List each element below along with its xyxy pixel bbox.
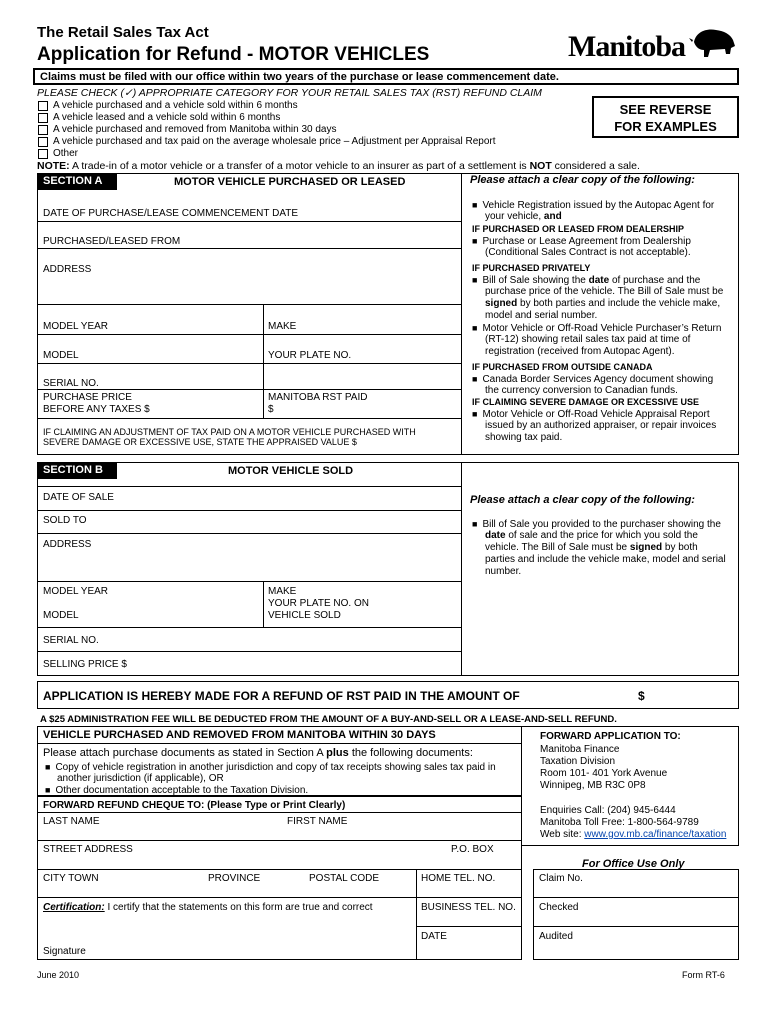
plate-a-label: YOUR PLATE NO. [268, 350, 352, 361]
form-title: Application for Refund - MOTOR VEHICLES [37, 44, 430, 65]
make-b-label: MAKE [268, 586, 297, 597]
forward-app-line-3: Room 101- 401 York Avenue [540, 768, 668, 779]
attach-a-line-5a: Bill of Sale showing the [482, 275, 586, 286]
attach-b-line-2a: date [485, 530, 506, 541]
admin-fee-notice: A $25 ADMINISTRATION FEE WILL BE DEDUCTED FROM THE AMOUNT OF A BUY-AND-SELL OR A LEASE-AND-SELL REFUND. [40, 714, 617, 725]
address-b-label: ADDRESS [43, 539, 92, 550]
removed-title: VEHICLE PURCHASED AND REMOVED FROM MANITOBA WITHIN 30 DAYS [43, 729, 436, 741]
removed-line-3: another jurisdiction (if applicable), OR [57, 773, 224, 784]
model-a-label: MODEL [43, 350, 79, 361]
category-checkbox-5[interactable] [38, 149, 48, 159]
category-option-5: Other [53, 148, 79, 159]
attach-b-heading: Please attach a clear copy of the following: [470, 494, 695, 506]
date-of-sale-label: DATE OF SALE [43, 492, 114, 503]
model-year-a-label: MODEL YEAR [43, 321, 109, 332]
note-label: NOTE: [37, 160, 70, 172]
section-b-tab: SECTION B [37, 462, 117, 479]
removed-line-4: ■ Other documentation acceptable to the Taxation Division. [45, 784, 308, 797]
forward-app-line-2: Taxation Division [540, 756, 616, 767]
forward-app-line-4: Winnipeg, MB R3C 0P8 [540, 780, 646, 791]
purchase-price-label-1: PURCHASE PRICE [43, 392, 132, 403]
note-end: considered a sale. [554, 160, 640, 172]
attach-a-line-2a: your vehicle, [485, 211, 542, 222]
category-checkbox-2[interactable] [38, 113, 48, 123]
attach-a-line-13: the currency conversion to Canadian funds. [485, 385, 678, 396]
signature-label: Signature [43, 946, 86, 957]
certification-text: I certify that the statements on this form are true and correct [107, 902, 373, 913]
category-option-1: A vehicle purchased and a vehicle sold within 6 months [53, 100, 298, 111]
attach-b-line-3b: signed [629, 542, 663, 553]
removed-line-2: ■ Copy of vehicle registration in another jurisdiction and copy of tax receipts showing sales tax paid in [45, 761, 496, 774]
logo-text: Manitoba [568, 30, 686, 63]
sold-to-label: SOLD TO [43, 515, 87, 526]
manitoba-logo [568, 24, 738, 66]
attach-b-line-5: number. [485, 566, 522, 577]
attach-b-line-2 [485, 530, 698, 542]
attach-a-heading: Please attach a clear copy of the following: [470, 174, 695, 186]
attach-a-private-heading: IF PURCHASED PRIVATELY [472, 263, 591, 273]
plate-b-label-1: YOUR PLATE NO. ON [268, 598, 369, 609]
date-label: DATE [421, 931, 447, 942]
attach-a-line-4: (Conditional Sales Contract is not acceptable). [485, 247, 691, 258]
bison-icon [688, 24, 738, 64]
removed-line-1b: plus [326, 747, 349, 759]
attach-a-line-16: showing tax paid. [485, 432, 563, 443]
address-a-field[interactable] [90, 250, 460, 302]
home-tel-label: HOME TEL. NO. [421, 873, 496, 884]
attach-b-line-2b: of sale and the price for which you sold the [508, 530, 698, 541]
removed-line-1 [43, 747, 473, 759]
rst-paid-label-2: $ [268, 404, 274, 415]
see-reverse-box [592, 96, 739, 138]
postal-code-label: POSTAL CODE [309, 873, 380, 884]
note [37, 160, 640, 172]
first-name-label: FIRST NAME [287, 816, 348, 827]
attach-a-line-9: ■ Motor Vehicle or Off-Road Vehicle Purchaser’s Return [472, 322, 721, 335]
certification [43, 902, 373, 914]
attach-a-line-5c: of purchase and the [611, 275, 701, 286]
refund-amount-box [37, 681, 739, 709]
model-b-label: MODEL [43, 610, 79, 621]
attach-a-line-2b: and [543, 211, 562, 222]
section-b-title: MOTOR VEHICLE SOLD [228, 465, 354, 477]
website-link[interactable]: www.gov.mb.ca/finance/taxation [584, 829, 727, 840]
audited-label: Audited [539, 931, 573, 942]
category-checkbox-3[interactable] [38, 125, 48, 135]
forward-app-line-5: Enquiries Call: (204) 945-6444 [540, 805, 676, 816]
category-option-2: A vehicle leased and a vehicle sold within 6 months [53, 112, 281, 123]
attach-a-line-1: ■ Vehicle Registration issued by the Autopac Agent for [472, 199, 714, 212]
cheque-heading: FORWARD REFUND CHEQUE TO: (Please Type or Print Clearly) [43, 800, 346, 811]
attach-a-dealer-heading: IF PURCHASED OR LEASED FROM DEALERSHIP [472, 224, 685, 234]
attach-a-line-7 [485, 298, 720, 310]
purchase-date-field[interactable] [310, 196, 460, 220]
attach-b-line-3a: vehicle. The Bill of Sale must be [485, 542, 628, 553]
refund-amount-label: APPLICATION IS HEREBY MADE FOR A REFUND OF RST PAID IN THE AMOUNT OF [43, 689, 520, 703]
city-town-label: CITY TOWN [43, 873, 99, 884]
removed-line-1c: the following documents: [351, 747, 473, 759]
serial-a-label: SERIAL NO. [43, 378, 99, 389]
attach-a-line-15: issued by an authorized appraiser, or repair invoices [485, 420, 717, 431]
forward-app-heading: FORWARD APPLICATION TO: [540, 731, 681, 742]
po-box-label: P.O. BOX [451, 844, 494, 855]
attach-a-damage-heading: IF CLAIMING SEVERE DAMAGE OR EXCESSIVE USE [472, 397, 700, 407]
certification-label: Certification: [43, 902, 105, 913]
forward-app-line-6: Manitoba Toll Free: 1-800-564-9789 [540, 817, 699, 828]
act-title: The Retail Sales Tax Act [37, 24, 209, 41]
footer-date: June 2010 [37, 970, 80, 980]
see-reverse-line-1: SEE REVERSE [619, 102, 712, 117]
see-reverse-line-2: FOR EXAMPLES [614, 119, 717, 134]
attach-b-line-1: ■ Bill of Sale you provided to the purchaser showing the [472, 518, 721, 531]
model-year-b-label: MODEL YEAR [43, 586, 109, 597]
purchased-from-label: PURCHASED/LEASED FROM [43, 236, 181, 247]
category-option-3: A vehicle purchased and removed from Manitoba within 30 days [53, 124, 337, 135]
attach-a-outside-heading: IF PURCHASED FROM OUTSIDE CANADA [472, 362, 653, 372]
removed-line-1a: Please attach purchase documents as stated in Section A [43, 747, 324, 759]
website-label: Web site: [540, 829, 582, 840]
attach-b-line-4: parties and include the vehicle make, model and serial [485, 554, 726, 565]
attach-b-line-3c: by both [664, 542, 698, 553]
purchased-from-field[interactable] [160, 223, 460, 247]
business-tel-label: BUSINESS TEL. NO. [421, 902, 516, 913]
attach-b-line-3 [485, 542, 698, 554]
category-checkbox-4[interactable] [38, 137, 48, 147]
checked-label: Checked [539, 902, 579, 913]
rst-paid-label-1: MANITOBA RST PAID [268, 392, 368, 403]
note-not: NOT [529, 160, 552, 172]
adjust-label-1: IF CLAIMING AN ADJUSTMENT OF TAX PAID ON A MOTOR VEHICLE PURCHASED WITH [43, 427, 416, 437]
claims-notice-box [33, 68, 739, 85]
section-a-title: MOTOR VEHICLE PURCHASED OR LEASED [174, 176, 406, 188]
attach-a-line-12: ■ Canada Border Services Agency document showing [472, 373, 713, 386]
attach-a-line-14: ■ Motor Vehicle or Off-Road Vehicle Appraisal Report [472, 408, 710, 421]
category-checkbox-1[interactable] [38, 101, 48, 111]
attach-a-line-11: registration (received from Autopac Agent). [485, 346, 675, 357]
attach-a-line-7b: by both parties and include the vehicle make, [520, 298, 721, 309]
adjust-label-2: SEVERE DAMAGE OR EXCESSIVE USE, STATE THE APPRAISED VALUE $ [43, 437, 357, 447]
plate-b-label-2: VEHICLE SOLD [268, 610, 341, 621]
claim-no-label: Claim No. [539, 873, 583, 884]
attach-a-line-6: purchase price of the vehicle. The Bill of Sale must be [485, 286, 724, 297]
footer-form: Form RT-6 [682, 970, 725, 980]
note-text: A trade-in of a motor vehicle or a transfer of a motor vehicle to an insurer as part of a settlement is [72, 160, 527, 172]
serial-b-label: SERIAL NO. [43, 635, 99, 646]
selling-price-label: SELLING PRICE $ [43, 659, 127, 670]
address-a-label: ADDRESS [43, 264, 92, 275]
last-name-label: LAST NAME [43, 816, 100, 827]
province-label: PROVINCE [208, 873, 261, 884]
attach-a-line-10: (RT-12) showing retail sales tax paid at time of [485, 334, 691, 345]
claims-notice: Claims must be filed with our office within two years of the purchase or lease commencement date. [40, 71, 559, 83]
forward-app-line-1: Manitoba Finance [540, 744, 620, 755]
purchase-date-label: DATE OF PURCHASE/LEASE COMMENCEMENT DATE [43, 208, 299, 219]
category-option-4: A vehicle purchased and tax paid on the average wholesale price – Adjustment per Appraisal Report [53, 136, 496, 147]
attach-a-line-3: ■ Purchase or Lease Agreement from Dealership [472, 235, 691, 248]
attach-a-line-2 [485, 211, 562, 223]
attach-a-line-8: model and serial number. [485, 310, 598, 321]
section-a-tab: SECTION A [37, 173, 117, 190]
purchase-price-label-2: BEFORE ANY TAXES $ [43, 404, 150, 415]
office-use-heading: For Office Use Only [582, 858, 685, 870]
signature-field[interactable] [43, 915, 413, 945]
forward-app-line-7 [540, 829, 726, 841]
street-address-label: STREET ADDRESS [43, 844, 133, 855]
make-a-label: MAKE [268, 321, 297, 332]
category-instruction: PLEASE CHECK (✓) APPROPRIATE CATEGORY FOR YOUR RETAIL SALES TAX (RST) REFUND CLAIM [37, 87, 542, 99]
attach-a-line-7a: signed [485, 298, 518, 309]
attach-a-line-5b: date [588, 275, 610, 286]
refund-dollar-sign: $ [638, 689, 645, 703]
